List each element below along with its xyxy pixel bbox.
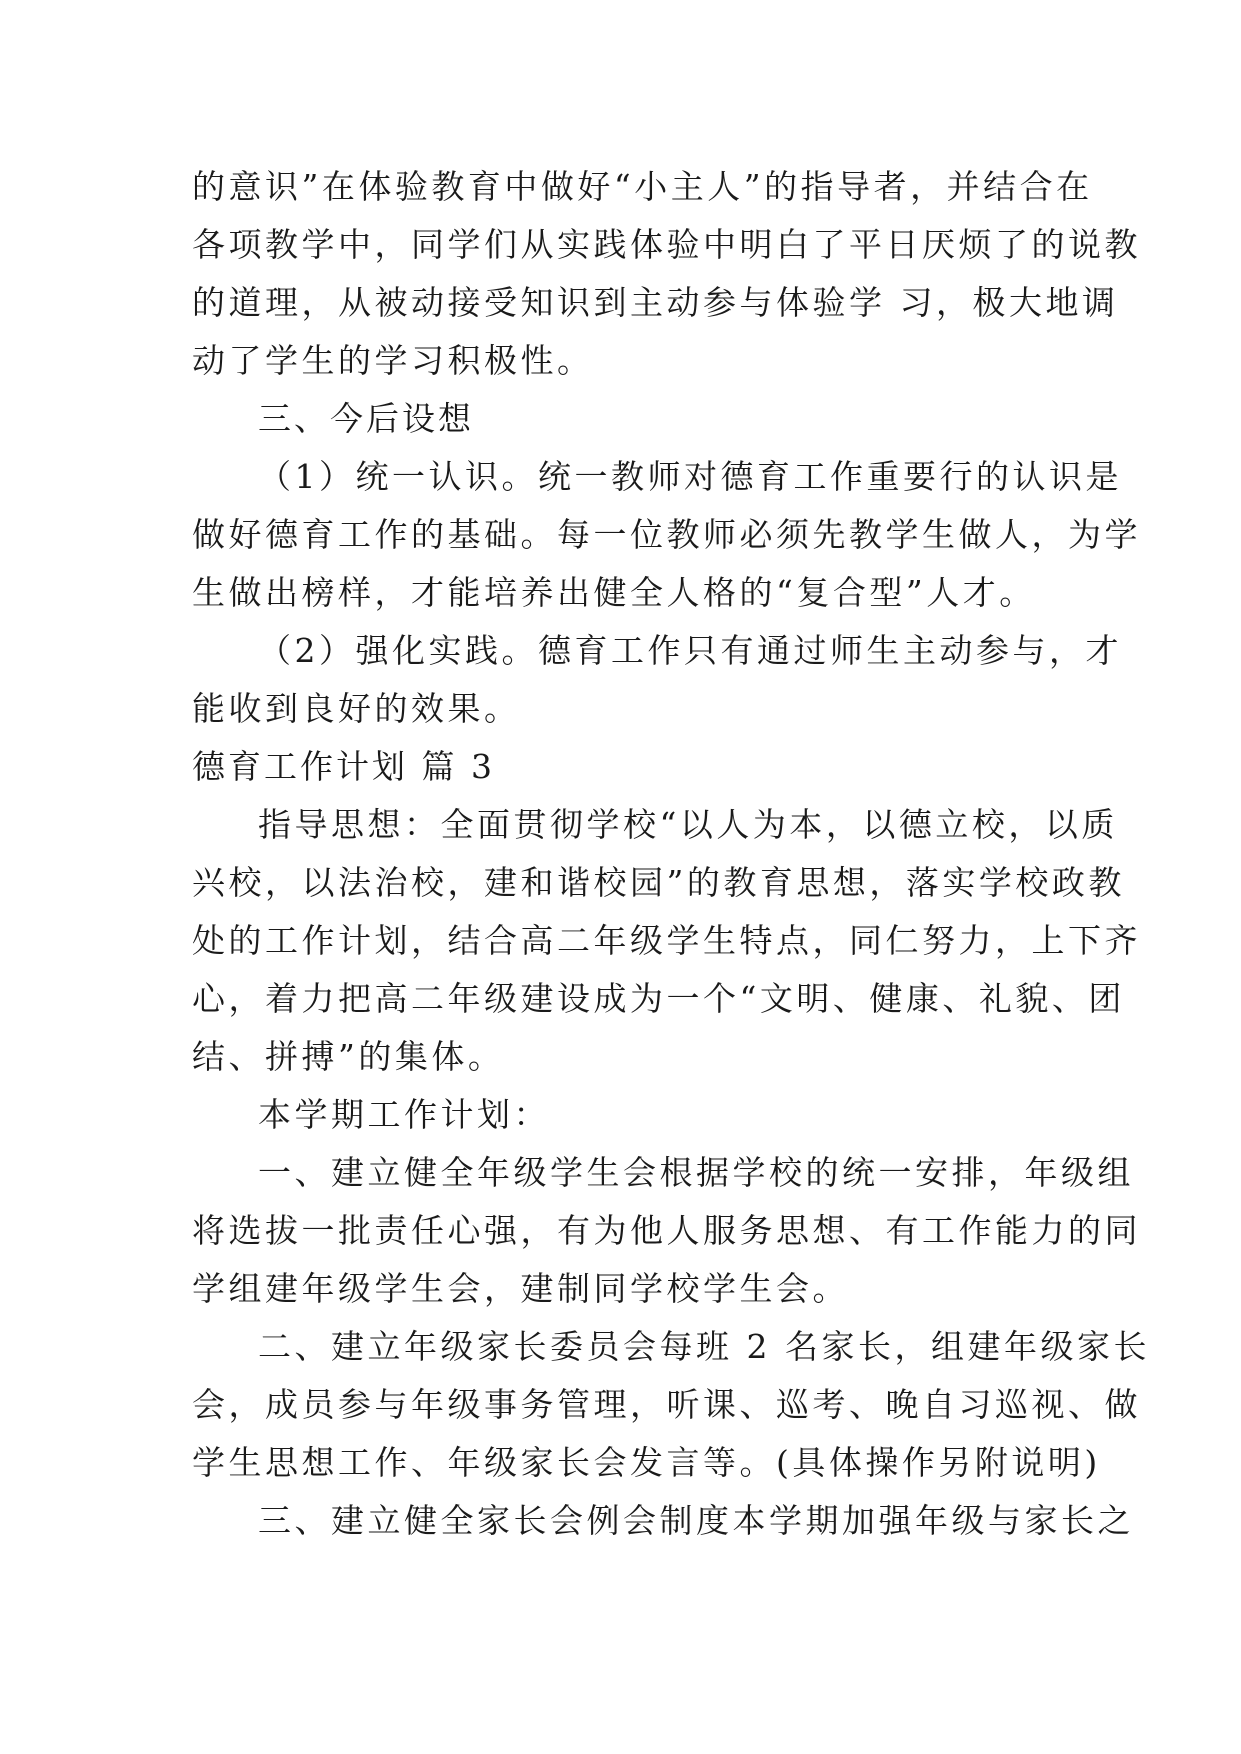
text-line: 能收到良好的效果。 [192,689,521,728]
text-line: 将选拔一批责任心强，有为他人服务思想、有工作能力的同 [192,1211,1141,1250]
text-line: 各项教学中，同学们从实践体验中明白了平日厌烦了的说教 [192,225,1141,264]
text-line: 学生思想工作、年级家长会发言等。(具体操作另附说明) [192,1443,1101,1482]
section-heading-semester-plan: 本学期工作计划： [258,1095,550,1134]
text-line: 处的工作计划，结合高二年级学生特点，同仁努力，上下齐 [192,921,1141,960]
document-body [192,158,1150,1550]
text-line: 的意识”在体验教育中做好“小主人”的指导者，并结合在 [192,167,1093,206]
text-line: 心，着力把高二年级建设成为一个“文明、健康、礼貌、团 [192,979,1125,1018]
text-line: 的道理，从被动接受知识到主动参与体验学 习，极大地调 [192,283,1119,322]
text-line: 一、建立健全年级学生会根据学校的统一安排，年级组 [258,1153,1134,1192]
article-title: 德育工作计划 篇 3 [192,747,495,786]
text-line: 做好德育工作的基础。每一位教师必须先教学生做人，为学 [192,515,1141,554]
text-line: 动了学生的学习积极性。 [192,341,594,380]
section-heading-future-plans: 三、今后设想 [258,399,474,438]
text-line: 会，成员参与年级事务管理，听课、巡考、晚自习巡视、做 [192,1385,1141,1424]
text-line: 生做出榜样，才能培养出健全人格的“复合型”人才。 [192,573,1036,612]
text-line: （1）统一认识。统一教师对德育工作重要行的认识是 [258,457,1122,496]
text-line: 结、拼搏”的集体。 [192,1037,505,1076]
text-line: 指导思想：全面贯彻学校“以人为本，以德立校，以质 [258,805,1118,844]
text-line: （2）强化实践。德育工作只有通过师生主动参与，才 [258,631,1122,670]
text-line: 兴校，以法治校，建和谐校园”的教育思想，落实学校政教 [192,863,1125,902]
text-line: 三、建立健全家长会例会制度本学期加强年级与家长之 [258,1501,1134,1540]
text-line: 学组建年级学生会，建制同学校学生会。 [192,1269,849,1308]
text-line: 二、建立年级家长委员会每班 2 名家长，组建年级家长 [258,1327,1150,1366]
